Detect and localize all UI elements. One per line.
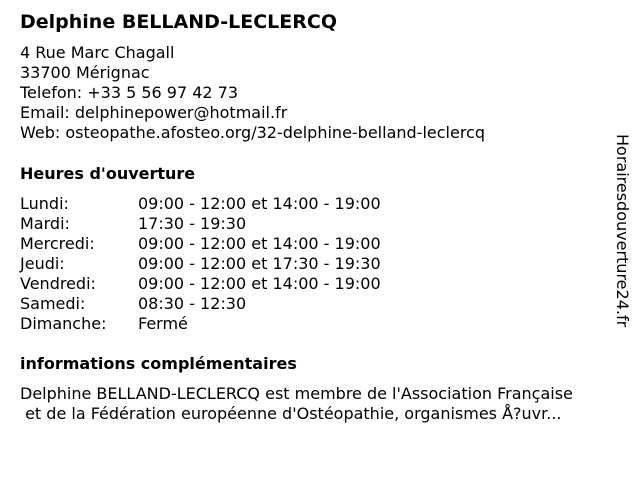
time-value: 09:00 - 12:00 et 17:30 - 19:30 (138, 254, 381, 273)
day-label: Lundi: (20, 194, 69, 213)
hours-row-friday (20, 274, 381, 294)
hours-row-saturday (20, 294, 381, 314)
site-watermark: Horairesdouverture24.fr (613, 134, 632, 328)
description-line: Delphine BELLAND-LECLERCQ est membre de l'Association Française (20, 384, 573, 403)
description-line: et de la Fédération européenne d'Ostéopathie, organismes Å?uvr... (20, 404, 562, 423)
time-value: 09:00 - 12:00 et 14:00 - 19:00 (138, 274, 381, 293)
time-value: Fermé (138, 314, 188, 333)
day-label: Jeudi: (20, 254, 65, 273)
hours-row-tuesday (20, 214, 381, 234)
info-heading: informations complémentaires (20, 354, 297, 373)
web-line[interactable]: Web: osteopathe.afosteo.org/32-delphine-belland-leclercq (20, 123, 485, 142)
phone-line[interactable]: Telefon: +33 5 56 97 42 73 (20, 83, 239, 102)
hours-row-wednesday (20, 234, 381, 254)
day-label: Mercredi: (20, 234, 95, 253)
day-label: Samedi: (20, 294, 86, 313)
day-label: Mardi: (20, 214, 70, 233)
time-value: 08:30 - 12:30 (138, 294, 247, 313)
contact-block (20, 43, 485, 143)
business-name: Delphine BELLAND-LECLERCQ (20, 11, 337, 33)
time-value: 17:30 - 19:30 (138, 214, 247, 233)
time-value: 09:00 - 12:00 et 14:00 - 19:00 (138, 234, 381, 253)
day-label: Dimanche: (20, 314, 107, 333)
address-city: 33700 Mérignac (20, 63, 150, 82)
hours-row-thursday (20, 254, 381, 274)
email-line[interactable]: Email: delphinepower@hotmail.fr (20, 103, 288, 122)
address-street: 4 Rue Marc Chagall (20, 43, 175, 62)
time-value: 09:00 - 12:00 et 14:00 - 19:00 (138, 194, 381, 213)
hours-row-monday (20, 194, 381, 214)
hours-row-sunday (20, 314, 381, 334)
opening-hours-table (20, 194, 381, 334)
day-label: Vendredi: (20, 274, 96, 293)
hours-heading: Heures d'ouverture (20, 164, 196, 183)
info-description (20, 384, 620, 424)
